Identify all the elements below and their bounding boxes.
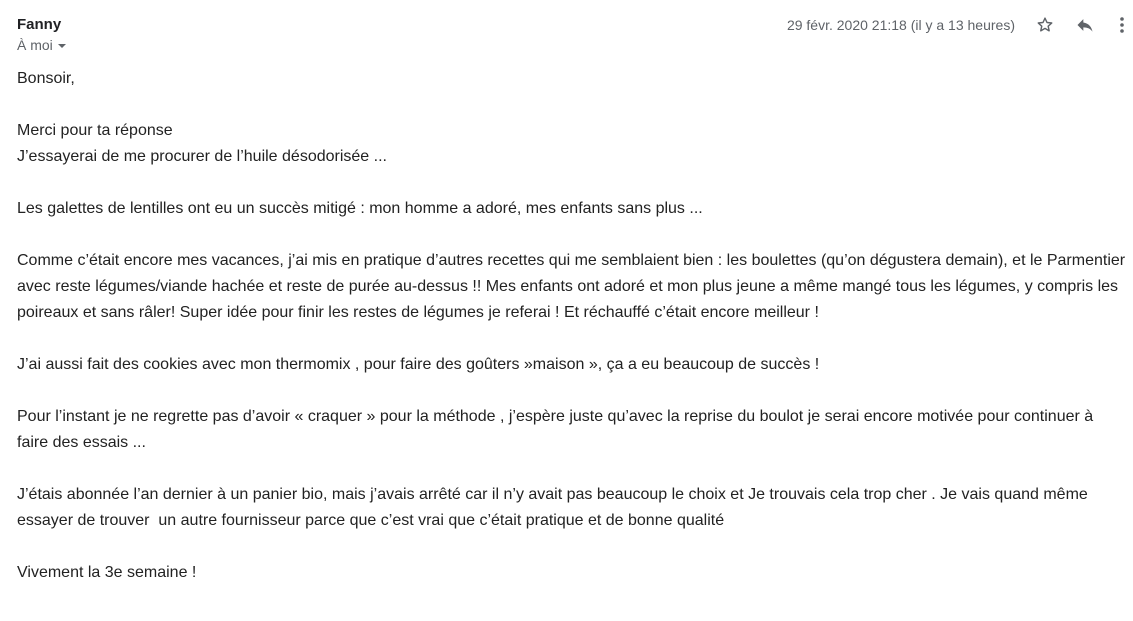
more-options-button[interactable]	[1112, 12, 1132, 38]
email-body	[17, 66, 1130, 586]
recipient-label: À moi	[17, 37, 53, 53]
email-header	[0, 0, 1133, 60]
body-paragraph: Vivement la 3e semaine !	[17, 564, 197, 581]
body-paragraph: Les galettes de lentilles ont eu un succès mitigé : mon homme a adoré, mes enfants sans plus ...	[17, 200, 703, 217]
body-paragraph: Merci pour ta réponse J’essayerai de me procurer de l’huile désodorisée ...	[17, 122, 387, 165]
star-button[interactable]	[1032, 12, 1058, 38]
body-paragraph: Pour l’instant je ne regrette pas d’avoir « craquer » pour la méthode , j’espère juste qu’avec la reprise du boulot je serai encore motivée pour continuer à faire des essais ...	[17, 408, 1098, 451]
star-outline-icon	[1035, 15, 1055, 35]
more-vertical-icon	[1119, 15, 1125, 35]
recipient-details-toggle[interactable]	[17, 37, 66, 53]
sender-name[interactable]: Fanny	[17, 16, 62, 33]
reply-button[interactable]	[1072, 12, 1098, 38]
body-paragraph: J’ai aussi fait des cookies avec mon thermomix , pour faire des goûters »maison », ça a eu beaucoup de succès !	[17, 356, 820, 373]
chevron-down-icon	[58, 44, 66, 48]
body-paragraph: Comme c’était encore mes vacances, j’ai mis en pratique d’autres recettes qui me semblaient bien : les boulettes (qu’on dégustera demain), et le Parmentier avec reste légumes/viande hachée et reste de purée au-dessus !! Mes enfants ont adoré et mon plus jeune a même mangé tous les légumes, y compris les poireaux et sans râler! Super idée pour finir les restes de légumes je referai ! Et réchauffé c’était encore meilleur !	[17, 252, 1130, 321]
reply-icon	[1075, 15, 1095, 35]
body-paragraph: Bonsoir,	[17, 70, 75, 87]
body-paragraph: J’étais abonnée l’an dernier à un panier bio, mais j’avais arrêté car il n’y avait pas beaucoup le choix et Je trouvais cela trop cher . Je vais quand même essayer de trouver un autre fournisseur parce que c’est vrai que c’était pratique et de bonne qualité	[17, 486, 1093, 529]
email-date: 29 févr. 2020 21:18 (il y a 13 heures)	[786, 17, 1015, 33]
